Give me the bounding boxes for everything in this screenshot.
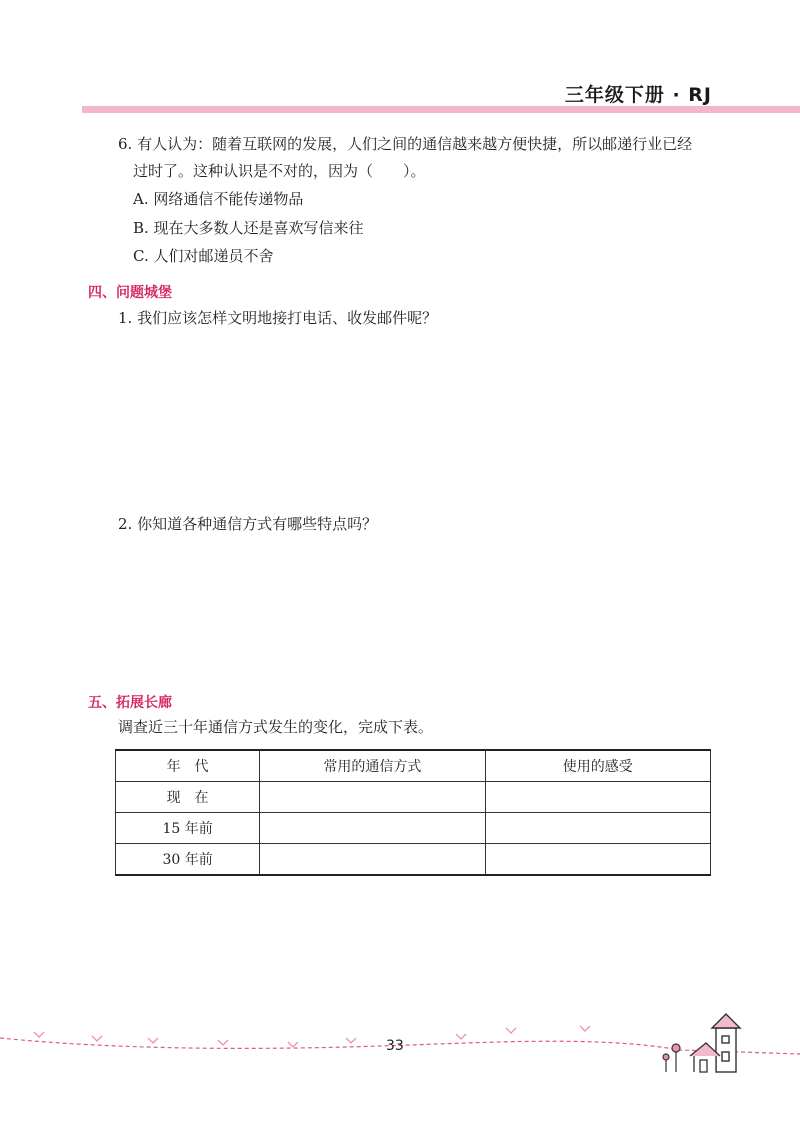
- question-6-option-c: C. 人们对邮递员不舍: [133, 247, 274, 265]
- section-5-instruction: 调查近三十年通信方式发生的变化，完成下表。: [118, 718, 434, 736]
- table-header-row: [116, 750, 711, 782]
- header-title: 三年级下册 · RJ: [564, 84, 712, 106]
- table-header-cell: 常用的通信方式: [260, 750, 485, 782]
- communication-survey-table: [115, 749, 711, 876]
- table-header-cell: 年 代: [116, 750, 260, 782]
- header-bar: [82, 106, 800, 113]
- table-row: [116, 844, 711, 876]
- footer-decoration: [0, 1010, 800, 1100]
- table-cell[interactable]: [485, 813, 710, 844]
- table-row: [116, 813, 711, 844]
- question-6-option-a: A. 网络通信不能传递物品: [133, 190, 304, 208]
- question-6-line2: 过时了。这种认识是不对的，因为（ ）。: [133, 162, 426, 180]
- page-number: 33: [386, 1038, 404, 1054]
- question-6-option-b: B. 现在大多数人还是喜欢写信来往: [133, 219, 364, 237]
- table-row-label: 30 年前: [116, 844, 260, 876]
- table-row-label: 现 在: [116, 782, 260, 813]
- section-4-title: 四、问题城堡: [88, 285, 172, 301]
- table-cell[interactable]: [485, 782, 710, 813]
- question-6-line1: 6. 有人认为：随着互联网的发展，人们之间的通信越来越方便快捷，所以邮递行业已经: [118, 135, 693, 153]
- section-4-question-1: 1. 我们应该怎样文明地接打电话、收发邮件呢？: [118, 309, 438, 327]
- table-cell[interactable]: [485, 844, 710, 876]
- table-row: [116, 782, 711, 813]
- table-cell[interactable]: [260, 782, 485, 813]
- table-cell[interactable]: [260, 813, 485, 844]
- table-header-cell: 使用的感受: [485, 750, 710, 782]
- table-row-label: 15 年前: [116, 813, 260, 844]
- heart-icons: [34, 1026, 590, 1047]
- section-4-question-2: 2. 你知道各种通信方式有哪些特点吗？: [118, 515, 378, 533]
- table-cell[interactable]: [260, 844, 485, 876]
- section-5-title: 五、拓展长廊: [88, 695, 172, 711]
